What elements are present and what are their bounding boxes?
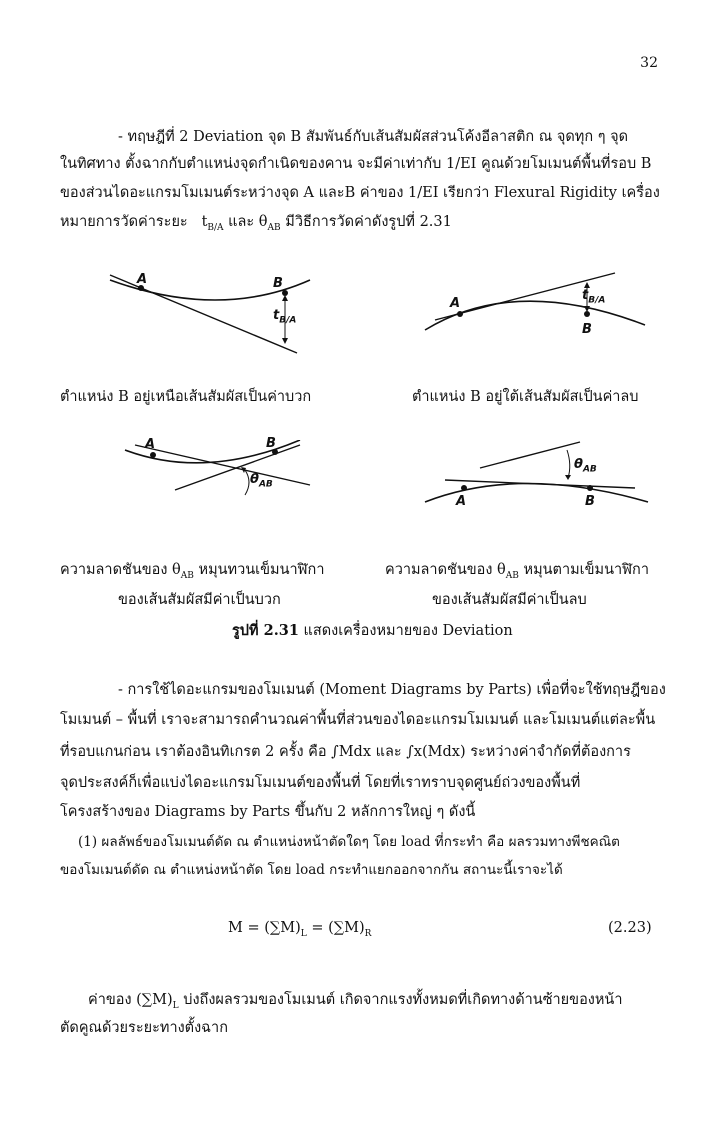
label-theta bbox=[250, 472, 273, 490]
cap-theta-cw-a: ความลาดชันของ θ bbox=[385, 562, 506, 578]
para2-line3: ที่รอบแกนก่อน เราต้องอินทิเกรต 2 ครั้ง คือ ∫Mdx และ ∫x(Mdx) ระหว่างค่าจำกัดที่ต้องการ bbox=[60, 744, 631, 760]
t-symbol: t bbox=[201, 214, 208, 230]
para1-line4 bbox=[60, 212, 452, 238]
equation bbox=[228, 920, 371, 939]
para2-line2: โมเมนต์ – พื้นที่ เราจะสามารถคำนวณค่าพื้นที่ส่วนของไดอะแกรมโมเมนต์ และโมเมนต์แต่ละพื้น bbox=[60, 712, 656, 728]
eq-mid: = (∑M) bbox=[306, 920, 365, 936]
para3-start: ค่าของ (∑M) bbox=[88, 992, 173, 1008]
para1-line4-start: หมายการวัดค่าระยะ bbox=[60, 214, 188, 230]
angle-arc bbox=[245, 470, 249, 495]
label-t-sub: B/A bbox=[279, 315, 297, 326]
arrow-down-icon bbox=[282, 338, 288, 344]
label-theta bbox=[574, 457, 597, 475]
point-a bbox=[461, 485, 467, 491]
and-word: และ bbox=[228, 214, 255, 230]
t-subscript: B/A bbox=[207, 222, 224, 233]
eq-lsub: L bbox=[300, 928, 307, 939]
para2-line4: จุดประสงค์ก็เพื่อแบ่งไดอะแกรมโมเมนต์ของพื้นที่ โดยที่เราทราบจุดศูนย์ถ่วงของพื้นที่ bbox=[60, 775, 581, 791]
label-t-sub: B/A bbox=[588, 295, 606, 306]
label-b: B bbox=[582, 322, 592, 337]
para1-line4-end: มีวิธีการวัดค่าดังรูปที่ 2.31 bbox=[285, 214, 452, 230]
para3-sub: L bbox=[172, 1000, 179, 1011]
label-t-main: t bbox=[582, 288, 589, 303]
label-b: B bbox=[266, 436, 276, 451]
label-a: A bbox=[145, 437, 156, 452]
caption-b-above: ตำแหน่ง B อยู่เหนือเส้นสัมผัสเป็นค่าบวก bbox=[60, 389, 312, 405]
page-number: 32 bbox=[640, 55, 658, 71]
para2-line6: (1) ผลลัพธ์ของโมเมนต์ดัด ณ ตำแหน่งหน้าตัดใดๆ โดย load ที่กระทำ คือ ผลรวมทางพีชคณิต bbox=[78, 834, 620, 850]
cap-theta-cw-sub: AB bbox=[505, 570, 519, 581]
angle-arc bbox=[567, 450, 570, 478]
label-theta-main: θ bbox=[574, 457, 583, 472]
tangent-line-b bbox=[480, 442, 580, 468]
label-b: B bbox=[273, 276, 283, 291]
figure-caption bbox=[232, 619, 513, 642]
caption-theta-cw-2: ของเส้นสัมผัสมีค่าเป็นลบ bbox=[432, 592, 587, 608]
figure-theta-cw bbox=[420, 440, 650, 510]
caption-theta-ccw-2: ของเส้นสัมผัสมีค่าเป็นบวก bbox=[118, 592, 281, 608]
eq-rsub: R bbox=[364, 928, 372, 939]
para1-line3: ของส่วนไดอะแกรมโมเมนต์ระหว่างจุด A และB ค่าของ 1/EI เรียกว่า Flexural Rigidity เครื่อง bbox=[60, 185, 660, 201]
para3-line1 bbox=[88, 990, 623, 1016]
para2-line1: - การใช้ไดอะแกรมของโมเมนต์ (Moment Diagrams by Parts) เพื่อที่จะใช้ทฤษฎีของ bbox=[118, 682, 666, 698]
para2-line5: โครงสร้างของ Diagrams by Parts ขึ้นกับ 2 หลักการใหญ่ ๆ ดังนี้ bbox=[60, 804, 476, 820]
caption-theta-cw-1 bbox=[385, 558, 649, 581]
arrow-down-icon bbox=[584, 306, 590, 312]
label-theta-main: θ bbox=[250, 472, 259, 487]
figure-number: รูปที่ 2.31 bbox=[232, 622, 299, 639]
cap-theta-ccw-b: หมุนทวนเข็มนาฬิกา bbox=[198, 562, 325, 578]
arrow-up-icon bbox=[282, 295, 288, 301]
cap-theta-cw-b: หมุนตามเข็มนาฬิกา bbox=[523, 562, 649, 578]
label-theta-sub: AB bbox=[582, 464, 597, 475]
label-b: B bbox=[585, 494, 595, 509]
caption-theta-ccw-1 bbox=[60, 558, 324, 581]
para2-line7: ของโมเมนต์ดัด ณ ตำแหน่งหน้าตัด โดย load กระทำแยกออกจากกัน สถานะนี้เราจะได้ bbox=[60, 862, 563, 878]
label-a: A bbox=[456, 494, 467, 509]
label-a: A bbox=[137, 272, 148, 287]
figure-title: แสดงเครื่องหมายของ Deviation bbox=[303, 623, 513, 639]
label-t bbox=[273, 308, 296, 326]
arc-arrow-icon bbox=[565, 475, 571, 480]
tangent-line-a bbox=[445, 480, 635, 488]
equation-number: (2.23) bbox=[608, 920, 652, 936]
point-b bbox=[587, 485, 593, 491]
cap-theta-ccw-a: ความลาดชันของ θ bbox=[60, 562, 181, 578]
para3-rest: บ่งถึงผลรวมของโมเมนต์ เกิดจากแรงทั้งหมดที่เกิดทางด้านซ้ายของหน้า bbox=[183, 992, 623, 1008]
cap-theta-ccw-sub: AB bbox=[180, 570, 194, 581]
theta-subscript: AB bbox=[267, 222, 281, 233]
para3-line2: ตัดคูณด้วยระยะทางตั้งฉาก bbox=[60, 1020, 228, 1036]
label-t bbox=[582, 288, 605, 306]
label-a: A bbox=[450, 296, 461, 311]
eq-lhs: M = (∑M) bbox=[228, 920, 301, 936]
caption-b-below: ตำแหน่ง B อยู่ใต้เส้นสัมผัสเป็นค่าลบ bbox=[412, 389, 639, 405]
para1-line2: ในทิศทาง ตั้งฉากกับตำแหน่งจุดกำเนิดของคาน จะมีค่าเท่ากับ 1/EI คูณด้วยโมเมนต์พื้นที่รอบ B bbox=[60, 156, 652, 172]
label-t-main: t bbox=[273, 308, 280, 323]
theta-symbol: θ bbox=[258, 214, 268, 230]
point-a bbox=[150, 452, 156, 458]
para1-line1: - ทฤษฎีที่ 2 Deviation จุด B สัมพันธ์กับเส้นสัมผัสส่วนโค้งอีลาสติก ณ จุดทุก ๆ จุด bbox=[118, 129, 629, 145]
point-a bbox=[457, 311, 463, 317]
label-theta-sub: AB bbox=[258, 479, 273, 490]
tangent-line-b bbox=[175, 445, 300, 490]
